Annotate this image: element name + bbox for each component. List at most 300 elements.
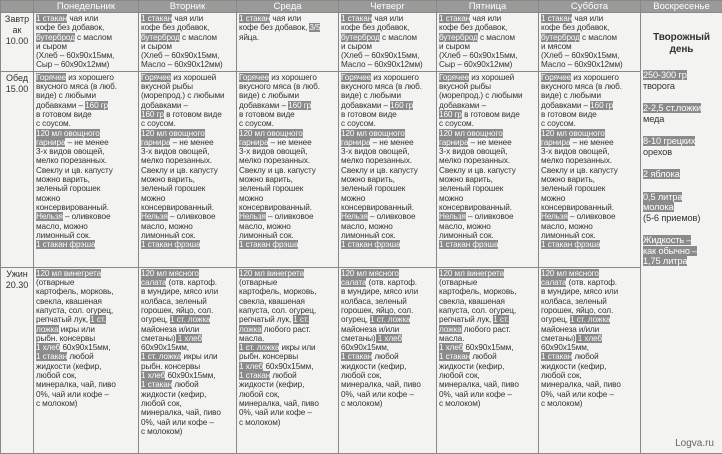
cell-text: жидкости (кефир, bbox=[439, 362, 504, 371]
cell-text: с соусом. bbox=[141, 119, 176, 128]
meal-label-line: 15.00 bbox=[3, 84, 31, 95]
cell-text: с соусом. bbox=[541, 119, 576, 128]
meal-label-line: ак bbox=[3, 25, 31, 36]
meal-cell bbox=[437, 267, 539, 453]
cell-text: Горячее bbox=[541, 73, 571, 82]
cell-line bbox=[541, 42, 638, 51]
cell-text: можно bbox=[36, 194, 60, 203]
cell-text: – оливковое bbox=[368, 212, 416, 221]
cell-line bbox=[239, 110, 336, 119]
sunday-item-line: молока bbox=[643, 202, 720, 213]
cell-text: ложка bbox=[36, 325, 59, 334]
cell-text: (отв. картоф. bbox=[366, 278, 417, 287]
cell-text: 1 хлеб bbox=[376, 334, 402, 343]
cell-text: (Хлеб – 60x90x15мм, bbox=[341, 51, 419, 60]
cell-text: 120 мл мясного bbox=[541, 269, 599, 278]
cell-line bbox=[541, 166, 638, 175]
cell-line bbox=[141, 175, 234, 184]
cell-text: 1 стакан bbox=[239, 14, 270, 23]
cell-line bbox=[439, 42, 536, 51]
cell-line bbox=[341, 51, 434, 60]
cell-text: можно bbox=[541, 194, 565, 203]
cell-line bbox=[239, 147, 336, 156]
cell-text: бутерброд bbox=[36, 33, 75, 42]
cell-line bbox=[341, 380, 434, 389]
sunday-item-line: 250-300 гр bbox=[643, 70, 720, 81]
cell-text: (морепрод.) с любыми bbox=[141, 91, 225, 100]
cell-text: 120 мл винегрета bbox=[439, 269, 504, 278]
cell-text: капуста, сол. огурец, bbox=[239, 306, 316, 315]
cell-text: консервированный. bbox=[239, 203, 312, 212]
meal-label-line: Ужин bbox=[3, 269, 31, 280]
cell-line bbox=[141, 408, 234, 417]
cell-text: 3-х видов овощей, bbox=[439, 147, 507, 156]
cell-line bbox=[439, 82, 536, 91]
cell-text: масла. bbox=[439, 334, 464, 343]
cell-text: 120 мл овощного bbox=[341, 129, 405, 138]
cell-line bbox=[239, 306, 336, 315]
cell-text: любой сок, bbox=[141, 399, 182, 408]
cell-line bbox=[541, 231, 638, 240]
cell-text: Масло – 60x90x12мм) bbox=[341, 60, 423, 69]
cell-text: кофе без добавок, bbox=[141, 23, 209, 32]
cell-text: икры или bbox=[59, 325, 95, 334]
cell-text: вкусной рыбы bbox=[439, 82, 491, 91]
cell-line bbox=[239, 408, 336, 417]
cell-text: 60x90x15мм, bbox=[463, 343, 513, 352]
cell-text: Горячее bbox=[341, 73, 371, 82]
sunday-item-line: творога bbox=[643, 81, 720, 92]
meal-cell bbox=[339, 13, 437, 72]
cell-line bbox=[439, 343, 536, 352]
cell-line bbox=[439, 184, 536, 193]
cell-text: любого раст. bbox=[462, 325, 511, 334]
cell-line bbox=[439, 51, 536, 60]
cell-text: 1 стакан bbox=[341, 14, 372, 23]
cell-line bbox=[239, 129, 336, 138]
cell-line bbox=[341, 101, 434, 110]
cell-text: репчатый лук, bbox=[239, 315, 293, 324]
cell-line bbox=[541, 138, 638, 147]
cell-text: колбаса, зеленый bbox=[541, 297, 607, 306]
cell-text: любой bbox=[270, 371, 296, 380]
cell-text: из хорошей bbox=[469, 73, 514, 82]
cell-line bbox=[541, 380, 638, 389]
cell-line bbox=[341, 42, 434, 51]
cell-text: 160 гр bbox=[85, 101, 108, 110]
cell-line bbox=[541, 129, 638, 138]
cell-text: (отв. картоф. bbox=[166, 278, 217, 287]
cell-text: с маслом bbox=[380, 33, 417, 42]
cell-line bbox=[141, 399, 234, 408]
lunch-row bbox=[1, 71, 722, 267]
cell-text: салата bbox=[341, 278, 366, 287]
meal-label-breakfast bbox=[1, 13, 34, 72]
cell-text: можно bbox=[439, 194, 463, 203]
cell-text: 1 ст. bbox=[90, 315, 106, 324]
cell-text: в готовом виде bbox=[341, 110, 397, 119]
meal-label-lunch bbox=[1, 71, 34, 267]
cell-line bbox=[36, 315, 136, 324]
cell-text: любой bbox=[572, 352, 598, 361]
cell-text: из хорошего bbox=[371, 73, 419, 82]
cell-text: – оливковое bbox=[168, 212, 216, 221]
cell-text: Нельзя bbox=[239, 212, 266, 221]
cell-line bbox=[341, 129, 434, 138]
sunday-item-line: (5-6 приемов) bbox=[643, 213, 720, 224]
cell-line bbox=[439, 91, 536, 100]
cell-line bbox=[341, 156, 434, 165]
cell-text: 1 хлеб bbox=[239, 362, 263, 371]
cell-line bbox=[239, 390, 336, 399]
sunday-cell bbox=[641, 13, 722, 454]
cell-line bbox=[36, 166, 136, 175]
cell-line bbox=[341, 278, 434, 287]
cell-text: Свеклу и цв. капусту bbox=[439, 166, 516, 175]
cell-line bbox=[36, 390, 136, 399]
cell-text: жидкости (кефир, bbox=[541, 362, 606, 371]
cell-text: с молоком) bbox=[141, 427, 182, 436]
cell-line bbox=[239, 371, 336, 380]
cell-line bbox=[341, 73, 434, 82]
cell-text: картофель, морковь, bbox=[439, 287, 516, 296]
cell-text: Сыр – 60x90x12мм) bbox=[439, 60, 512, 69]
cell-text: огурец, bbox=[341, 315, 370, 324]
sunday-item bbox=[643, 169, 720, 180]
cell-line bbox=[541, 315, 638, 324]
cell-text: и сыром bbox=[341, 42, 372, 51]
cell-text: сметаны) bbox=[541, 334, 576, 343]
meal-cell bbox=[237, 71, 339, 267]
meal-cell bbox=[339, 267, 437, 453]
cell-text: масло, можно bbox=[141, 222, 193, 231]
cell-line bbox=[439, 269, 536, 278]
cell-text: 120 мл винегрета bbox=[36, 269, 101, 278]
cell-text: икры или bbox=[181, 352, 217, 361]
cell-text: консервированный. bbox=[36, 203, 109, 212]
cell-text: салата bbox=[141, 278, 166, 287]
cell-text: Горячее bbox=[36, 73, 66, 82]
cell-line bbox=[439, 297, 536, 306]
cell-line bbox=[541, 287, 638, 296]
cell-line bbox=[341, 175, 434, 184]
cell-text: Нельзя bbox=[141, 212, 168, 221]
cell-text: чая или bbox=[470, 14, 501, 23]
cell-line bbox=[141, 138, 234, 147]
cell-text: (отварные bbox=[36, 278, 74, 287]
cell-text: Свеклу и цв. капусту bbox=[36, 166, 113, 175]
cell-text: гарнира bbox=[141, 138, 170, 147]
day-header: Воскресенье bbox=[641, 1, 722, 13]
cell-text: 1 ст. ложка bbox=[570, 315, 610, 324]
cell-line bbox=[341, 352, 434, 361]
cell-text: 60x90x15мм, bbox=[141, 343, 189, 352]
cell-text: Масло – 60x90x12мм) bbox=[141, 60, 223, 69]
cell-line bbox=[141, 119, 234, 128]
cell-text: можно варить, bbox=[439, 175, 493, 184]
cell-line bbox=[341, 166, 434, 175]
cell-line bbox=[36, 14, 136, 23]
cell-text: лимонный сок. bbox=[341, 231, 396, 240]
cell-text: огурец, bbox=[541, 315, 570, 324]
cell-text: рыбн. консервы bbox=[141, 362, 200, 371]
cell-line bbox=[239, 325, 336, 334]
cell-text: капуста, сол. огурец, bbox=[439, 306, 516, 315]
cell-line bbox=[141, 325, 234, 334]
day-header: Суббота bbox=[539, 1, 641, 13]
cell-line bbox=[341, 82, 434, 91]
cell-text: и мясом bbox=[541, 42, 572, 51]
cell-text: 160 гр bbox=[439, 110, 462, 119]
cell-line bbox=[36, 352, 136, 361]
meal-cell bbox=[437, 71, 539, 267]
cell-text: Горячее bbox=[239, 73, 269, 82]
cell-line bbox=[541, 73, 638, 82]
cell-line bbox=[439, 119, 536, 128]
cell-text: яйца bbox=[239, 33, 257, 42]
cell-text: Горячее bbox=[439, 73, 469, 82]
cell-text: бутерброд bbox=[439, 33, 478, 42]
cell-text: – оливковое bbox=[266, 212, 314, 221]
cell-line bbox=[541, 82, 638, 91]
cell-text: минералка, чай, пиво bbox=[341, 380, 421, 389]
cell-line bbox=[439, 231, 536, 240]
cell-text: икры или bbox=[279, 343, 315, 352]
cell-line bbox=[141, 194, 234, 203]
cell-line bbox=[439, 147, 536, 156]
cell-text: 1 стакан фрэша bbox=[141, 240, 200, 249]
cell-line bbox=[341, 325, 434, 334]
cell-line bbox=[141, 212, 234, 221]
cell-line bbox=[341, 147, 434, 156]
cell-line bbox=[541, 119, 638, 128]
cell-line bbox=[36, 184, 136, 193]
header-row bbox=[1, 1, 722, 13]
meal-cell bbox=[34, 71, 139, 267]
cell-text: Нельзя bbox=[341, 212, 368, 221]
cell-line bbox=[341, 390, 434, 399]
sunday-item-line: 2 яблока bbox=[643, 169, 720, 180]
breakfast-row bbox=[1, 13, 722, 72]
sunday-item-line: меда bbox=[643, 114, 720, 125]
cell-text: свекла, квашеная bbox=[439, 297, 505, 306]
cell-line bbox=[141, 269, 234, 278]
cell-line bbox=[239, 101, 336, 110]
cell-text: 3-х видов овощей, bbox=[239, 147, 307, 156]
cell-text: консервированный. bbox=[439, 203, 512, 212]
cell-text: огурец, bbox=[141, 315, 170, 324]
cell-text: гарнира bbox=[439, 138, 468, 147]
cell-text: из хорошего bbox=[66, 73, 114, 82]
cell-text: (отварные bbox=[239, 278, 277, 287]
cell-line bbox=[36, 175, 136, 184]
cell-line bbox=[341, 184, 434, 193]
cell-line bbox=[439, 14, 536, 23]
cell-text: капуста, сол. огурец, bbox=[36, 306, 113, 315]
cell-text: 1 стакан bbox=[141, 14, 172, 23]
cell-line bbox=[541, 14, 638, 23]
cell-line bbox=[541, 194, 638, 203]
cell-line bbox=[36, 380, 136, 389]
cell-text: (отв. картоф. bbox=[566, 278, 617, 287]
cell-text: с молоком) bbox=[341, 399, 382, 408]
meal-cell bbox=[539, 267, 641, 453]
cell-line bbox=[341, 91, 434, 100]
sunday-item bbox=[643, 136, 720, 157]
cell-text: зеленый горошек bbox=[36, 184, 100, 193]
cell-text: мелко порезанных. bbox=[341, 156, 412, 165]
cell-text: 3-х видов овощей, bbox=[141, 147, 209, 156]
cell-text: 1 хлеб bbox=[141, 371, 165, 380]
cell-line bbox=[439, 138, 536, 147]
cell-text: бутерброд bbox=[341, 33, 380, 42]
cell-line bbox=[341, 14, 434, 23]
cell-text: репчатый лук, bbox=[36, 315, 90, 324]
sunday-item-line: Жидкость – bbox=[643, 235, 720, 246]
cell-text: и сыром bbox=[141, 42, 172, 51]
cell-text: можно bbox=[239, 194, 263, 203]
cell-line bbox=[36, 222, 136, 231]
cell-line bbox=[141, 371, 234, 380]
cell-text: минералка, чай, пиво bbox=[141, 408, 221, 417]
cell-line bbox=[341, 231, 434, 240]
cell-line bbox=[239, 222, 336, 231]
cell-text: 120 мл овощного bbox=[541, 129, 605, 138]
cell-line bbox=[439, 23, 536, 32]
cell-text: лимонный сок. bbox=[141, 231, 196, 240]
cell-line bbox=[36, 278, 136, 287]
cell-line bbox=[36, 343, 136, 352]
cell-line bbox=[36, 129, 136, 138]
cell-line bbox=[541, 91, 638, 100]
cell-text: с молоком) bbox=[439, 399, 480, 408]
cell-text: масло, можно bbox=[541, 222, 593, 231]
cell-line bbox=[141, 23, 234, 32]
cell-text: 1 ст. ложка bbox=[170, 315, 210, 324]
cell-text: любой сок, bbox=[36, 371, 77, 380]
cell-line bbox=[141, 184, 234, 193]
cell-line bbox=[439, 156, 536, 165]
cell-text: зеленый горошек bbox=[541, 184, 605, 193]
cell-text: (Хлеб – 60x90x15мм, bbox=[141, 51, 219, 60]
cell-text: чая или bbox=[270, 14, 301, 23]
cell-text: чая или bbox=[67, 14, 98, 23]
cell-line bbox=[36, 33, 136, 42]
cell-text: зеленый горошек bbox=[439, 184, 503, 193]
cell-line bbox=[439, 166, 536, 175]
cell-line bbox=[341, 240, 434, 249]
cell-text: – оливковое bbox=[568, 212, 616, 221]
cell-text: 0%, чай или кофе – bbox=[239, 408, 312, 417]
cell-line bbox=[141, 418, 234, 427]
sunday-item-line: 2-2,5 ст.ложки bbox=[643, 103, 720, 114]
cell-line bbox=[341, 212, 434, 221]
cell-text: с соусом. bbox=[439, 119, 474, 128]
cell-text: можно bbox=[341, 194, 365, 203]
cell-text: Нельзя bbox=[439, 212, 466, 221]
cell-text: 3-х видов овощей, bbox=[341, 147, 409, 156]
cell-text: в готовом виде bbox=[239, 110, 295, 119]
cell-line bbox=[239, 315, 336, 324]
cell-text: 160 гр bbox=[288, 101, 311, 110]
cell-line bbox=[141, 222, 234, 231]
sunday-item bbox=[643, 70, 720, 91]
cell-line bbox=[541, 147, 638, 156]
cell-text: 0%, чай или кофе – bbox=[141, 418, 214, 427]
cell-text: вкусной рыбы bbox=[141, 82, 193, 91]
meal-cell bbox=[539, 71, 641, 267]
cell-line bbox=[341, 399, 434, 408]
cell-line bbox=[141, 101, 234, 110]
cell-line bbox=[541, 110, 638, 119]
cell-text: горошек, яйцо, сол. bbox=[141, 306, 213, 315]
cell-text: зеленый горошек bbox=[341, 184, 405, 193]
cell-line bbox=[341, 33, 434, 42]
cell-line bbox=[239, 23, 336, 32]
cell-text: лимонный сок. bbox=[36, 231, 91, 240]
cell-line bbox=[439, 129, 536, 138]
cell-text: – не менее bbox=[370, 138, 413, 147]
cell-line bbox=[36, 91, 136, 100]
meal-cell bbox=[34, 13, 139, 72]
cell-text: (Хлеб – 60x90x15мм, bbox=[439, 51, 517, 60]
cell-text: салата bbox=[541, 278, 566, 287]
cell-line bbox=[141, 231, 234, 240]
day-header: Среда bbox=[237, 1, 339, 13]
cell-line bbox=[341, 138, 434, 147]
cell-text: – не менее bbox=[570, 138, 613, 147]
cell-text: любой bbox=[67, 352, 93, 361]
cell-text: 120 мл мясного bbox=[141, 269, 199, 278]
sunday-item bbox=[643, 235, 720, 267]
cell-text: можно варить, bbox=[341, 175, 395, 184]
cell-text: – оливковое bbox=[466, 212, 514, 221]
cell-line bbox=[141, 14, 234, 23]
cell-text: с соусом. bbox=[36, 119, 71, 128]
cell-text: кофе без добавок, bbox=[36, 23, 104, 32]
cell-line bbox=[439, 371, 536, 380]
cell-line bbox=[141, 91, 234, 100]
cell-line bbox=[141, 380, 234, 389]
cell-line bbox=[141, 82, 234, 91]
cell-text: (морепрод.) с любыми bbox=[439, 91, 523, 100]
cell-line bbox=[541, 306, 638, 315]
cell-line bbox=[239, 203, 336, 212]
cell-line bbox=[439, 203, 536, 212]
cell-text: с маслом bbox=[580, 33, 617, 42]
cell-line bbox=[36, 194, 136, 203]
cell-text: в готовом виде bbox=[462, 110, 520, 119]
cell-text: можно bbox=[141, 194, 165, 203]
cell-text: чая или bbox=[572, 14, 603, 23]
cell-line bbox=[36, 138, 136, 147]
cell-text: кофе без добавок, bbox=[341, 23, 409, 32]
cell-text: 1 хлеб bbox=[176, 334, 202, 343]
cell-text: (Хлеб – 60x90x15мм, bbox=[541, 51, 619, 60]
cell-line bbox=[541, 222, 638, 231]
cell-text: вкусного мяса (в люб. bbox=[239, 82, 320, 91]
cell-text: добавками – bbox=[36, 101, 85, 110]
cell-text: сметаны) bbox=[341, 334, 376, 343]
cell-text: добавками – bbox=[239, 101, 288, 110]
cell-line bbox=[439, 306, 536, 315]
cell-text: любой сок, bbox=[341, 371, 382, 380]
cell-line bbox=[239, 231, 336, 240]
sunday-item-line: 8-10 грецких bbox=[643, 136, 720, 147]
cell-line bbox=[439, 60, 536, 69]
cell-text: 60x90x15мм, bbox=[60, 343, 110, 352]
cell-line bbox=[141, 287, 234, 296]
